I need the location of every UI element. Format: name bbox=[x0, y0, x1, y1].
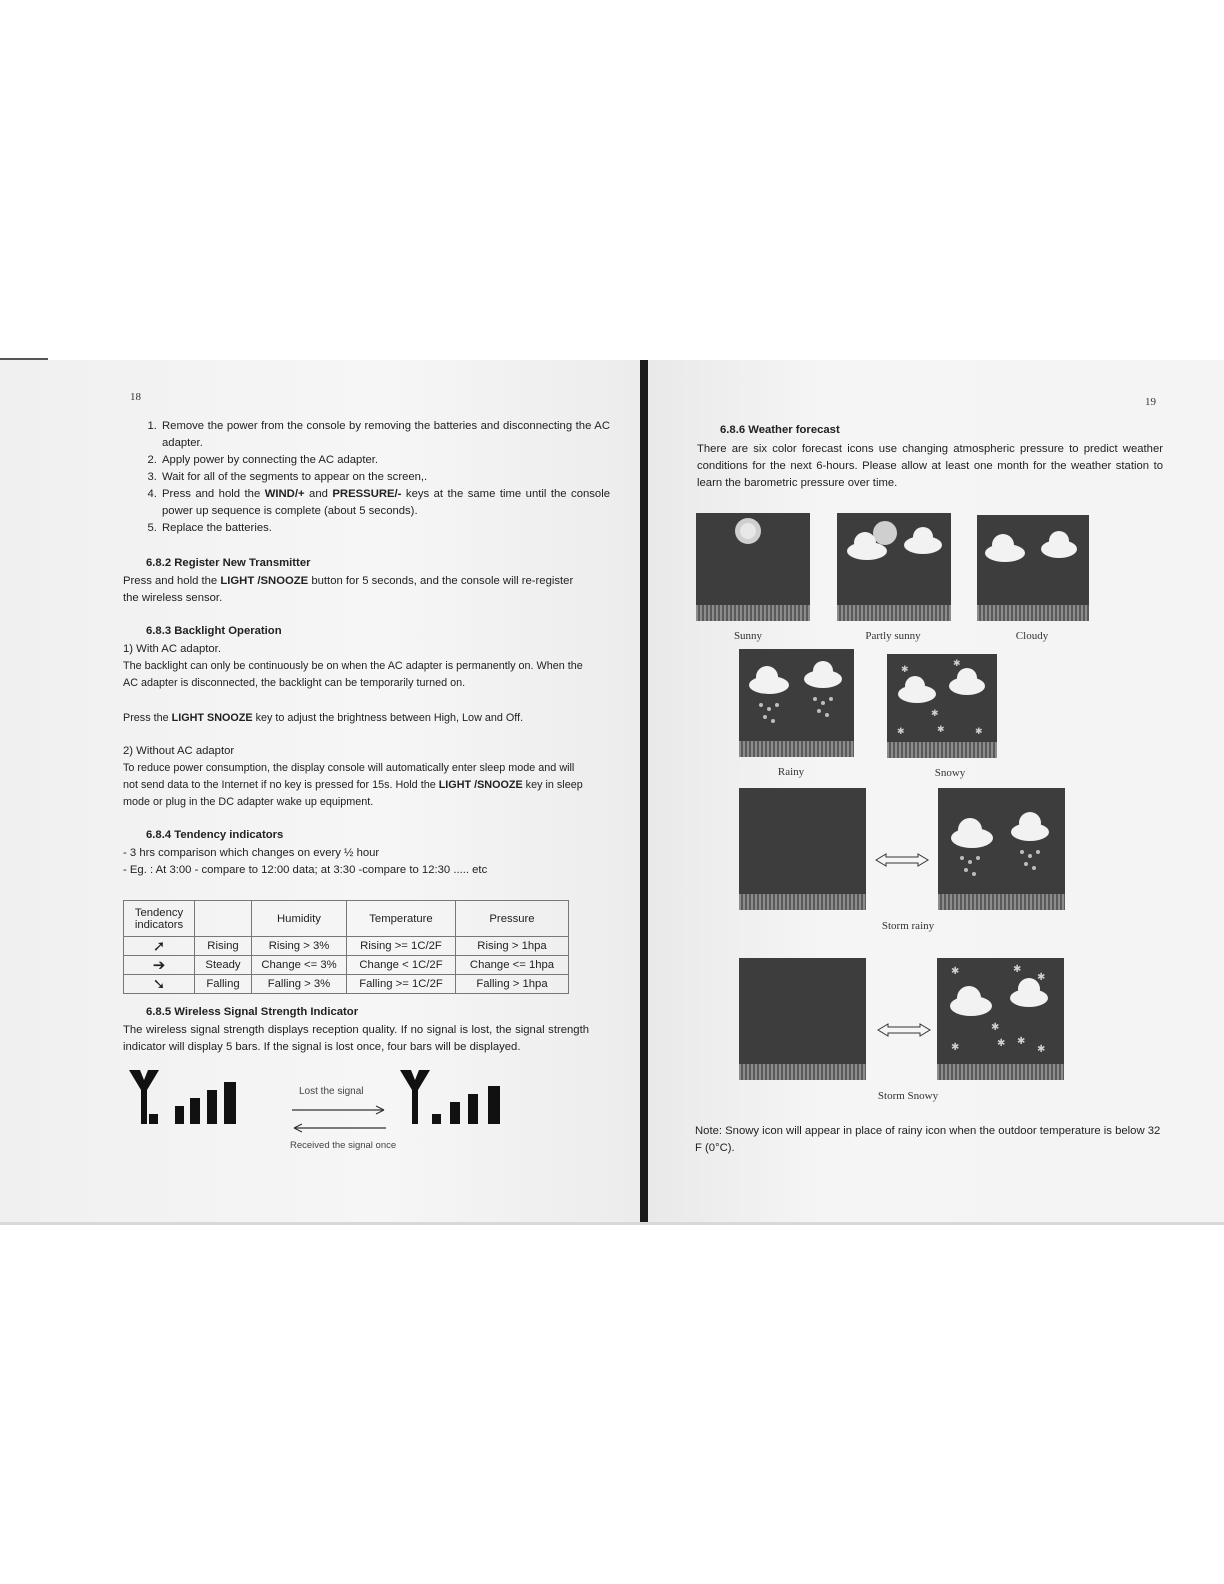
storm-rainy-forecast-icon bbox=[938, 788, 1065, 910]
weather-forecast-intro: There are six color forecast icons use changing atmospheric pressure to predict weather conditions for the next 6-hours. Please allow at least one month for the weather station to learn the barometric pressure over time. bbox=[697, 443, 1163, 489]
book-gutter bbox=[640, 360, 648, 1224]
section-heading-register: 6.8.2 Register New Transmitter bbox=[146, 557, 311, 569]
snowy-note: Note: Snowy icon will appear in place of rainy icon when the outdoor temperature is below 32 F (0°C). bbox=[695, 1125, 1161, 1154]
right-page bbox=[648, 360, 1224, 1224]
list-item: 1. Remove the power from the console by removing the batteries and disconnecting the AC adapter. bbox=[160, 418, 610, 452]
falling-arrow-icon: ➘ bbox=[124, 975, 195, 994]
signal-five-bars-icon bbox=[127, 1068, 252, 1126]
list-item: 4. Press and hold the WIND/+ and PRESSURE/- keys at the same time until the console power up sequence is complete (about 5 seconds). bbox=[160, 486, 610, 520]
page-edge bbox=[0, 1222, 1224, 1225]
svg-text:✱: ✱ bbox=[975, 727, 983, 737]
table-row bbox=[124, 975, 569, 994]
snowy-forecast-icon bbox=[887, 654, 997, 758]
storm-snowy-forecast-icon bbox=[937, 958, 1064, 1080]
backlight-subheading-no-ac: 2) Without AC adaptor bbox=[123, 745, 235, 757]
manual-spread bbox=[0, 360, 1224, 1224]
page-number-right: 19 bbox=[1145, 396, 1156, 408]
caption-partly-sunny: Partly sunny bbox=[865, 630, 921, 642]
caption-snowy: Snowy bbox=[934, 767, 966, 779]
table-cell: Change <= 1hpa bbox=[456, 956, 569, 975]
backlight-paragraph-ac: The backlight can only be continuously be on when the AC adapter is permanently on. When the AC adapter is disconnected, the backlight can be temporarily turned on. bbox=[123, 660, 583, 689]
table-header: Pressure bbox=[456, 901, 569, 937]
svg-text:✱: ✱ bbox=[953, 659, 961, 669]
table-cell: Falling >= 1C/2F bbox=[347, 975, 456, 994]
caption-storm-rainy: Storm rainy bbox=[881, 920, 935, 932]
section-heading-backlight: 6.8.3 Backlight Operation bbox=[146, 625, 282, 637]
tendency-table bbox=[123, 900, 569, 994]
table-row bbox=[124, 956, 569, 975]
section-heading-wireless: 6.8.5 Wireless Signal Strength Indicator bbox=[146, 1006, 359, 1018]
storm-blank-icon bbox=[739, 958, 866, 1080]
table-cell: Rising > 1hpa bbox=[456, 937, 569, 956]
table-cell: Change <= 3% bbox=[252, 956, 347, 975]
table-cell: Rising >= 1C/2F bbox=[347, 937, 456, 956]
svg-text:✱: ✱ bbox=[951, 966, 960, 977]
register-paragraph: Press and hold the LIGHT /SNOOZE button for 5 seconds, and the console will re-register the wireless sensor. bbox=[123, 575, 574, 604]
caption-cloudy: Cloudy bbox=[1015, 630, 1049, 642]
caption-sunny: Sunny bbox=[733, 630, 763, 642]
cloudy-forecast-icon bbox=[977, 515, 1089, 621]
pressure-key: PRESSURE/- bbox=[332, 488, 402, 500]
backlight-brightness-paragraph: Press the LIGHT SNOOZE key to adjust the brightness between High, Low and Off. bbox=[123, 712, 524, 724]
backlight-paragraph-no-ac: To reduce power consumption, the display console will automatically enter sleep mode and will not send data to the Internet if no key is pressed for 15s. Hold the LIGHT /SNOOZE key in sleep mode or plug in the DC adapter wake up equipment. bbox=[123, 762, 583, 808]
partly-sunny-forecast-icon bbox=[837, 513, 951, 621]
wireless-paragraph: The wireless signal strength displays reception quality. If no signal is lost, the signal strength indicator will display 5 bars. If the signal is lost once, four bars will be displayed. bbox=[123, 1024, 589, 1053]
caption-rainy: Rainy bbox=[777, 766, 805, 778]
table-cell: Falling > 3% bbox=[252, 975, 347, 994]
page-number-left: 18 bbox=[130, 391, 141, 403]
svg-text:✱: ✱ bbox=[937, 725, 945, 735]
table-row bbox=[124, 937, 569, 956]
svg-text:✱: ✱ bbox=[1017, 1036, 1026, 1047]
svg-text:✱: ✱ bbox=[997, 1038, 1006, 1049]
backlight-subheading-ac: 1) With AC adaptor. bbox=[123, 643, 221, 655]
rainy-forecast-icon bbox=[739, 649, 854, 757]
caption-storm-snowy: Storm Snowy bbox=[877, 1090, 939, 1102]
svg-text:✱: ✱ bbox=[931, 709, 939, 719]
steady-arrow-icon: ➔ bbox=[124, 956, 195, 975]
received-signal-label: Received the signal once bbox=[290, 1140, 397, 1151]
table-cell: Falling > 1hpa bbox=[456, 975, 569, 994]
reset-steps-list bbox=[140, 418, 610, 537]
svg-text:✱: ✱ bbox=[901, 665, 909, 675]
svg-text:✱: ✱ bbox=[951, 1042, 960, 1053]
signal-transition-arrows-icon bbox=[290, 1102, 390, 1136]
double-arrow-icon bbox=[876, 1022, 932, 1038]
sunny-forecast-icon bbox=[696, 513, 810, 621]
svg-text:✱: ✱ bbox=[991, 1022, 1000, 1033]
table-header: Tendency indicators bbox=[124, 901, 195, 937]
wind-key: WIND/+ bbox=[264, 488, 305, 500]
table-cell: Change < 1C/2F bbox=[347, 956, 456, 975]
table-cell: Steady bbox=[195, 956, 252, 975]
signal-four-bars-icon bbox=[398, 1068, 513, 1126]
table-cell: Rising bbox=[195, 937, 252, 956]
table-header: Humidity bbox=[252, 901, 347, 937]
list-item: 2. Apply power by connecting the AC adapter. bbox=[160, 452, 610, 469]
left-page bbox=[0, 360, 642, 1224]
double-arrow-icon bbox=[874, 852, 930, 868]
rising-arrow-icon: ➚ bbox=[124, 937, 195, 956]
section-heading-weather-forecast: 6.8.6 Weather forecast bbox=[720, 424, 840, 436]
list-item: 3. Wait for all of the segments to appear on the screen,. bbox=[160, 469, 610, 486]
storm-blank-icon bbox=[739, 788, 866, 910]
table-header: Temperature bbox=[347, 901, 456, 937]
lost-signal-label: Lost the signal bbox=[299, 1086, 364, 1097]
svg-text:✱: ✱ bbox=[897, 727, 905, 737]
svg-text:✱: ✱ bbox=[1037, 972, 1046, 983]
tendency-line-2: - Eg. : At 3:00 - compare to 12:00 data; at 3:30 -compare to 12:30 ..... etc bbox=[123, 864, 488, 876]
tendency-line-1: - 3 hrs comparison which changes on every ½ hour bbox=[123, 847, 380, 859]
table-header bbox=[195, 901, 252, 937]
section-heading-tendency: 6.8.4 Tendency indicators bbox=[146, 829, 284, 841]
list-item: 5. Replace the batteries. bbox=[160, 520, 610, 537]
table-cell: Rising > 3% bbox=[252, 937, 347, 956]
svg-text:✱: ✱ bbox=[1037, 1044, 1046, 1055]
svg-text:✱: ✱ bbox=[1013, 964, 1022, 975]
table-header-row bbox=[124, 901, 569, 937]
table-cell: Falling bbox=[195, 975, 252, 994]
